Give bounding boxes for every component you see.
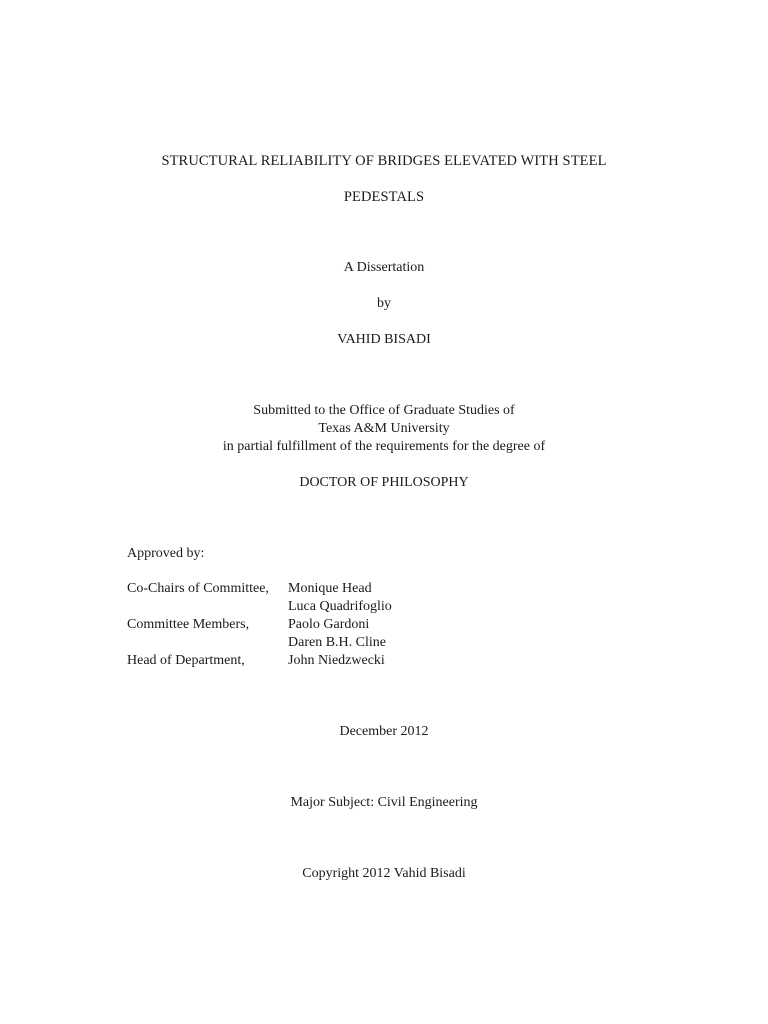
submission-line-3: in partial fulfillment of the requirements for the degree of <box>222 439 546 454</box>
approval-name-member-2: Daren B.H. Cline <box>288 635 386 650</box>
author-name: VAHID BISADI <box>337 332 431 347</box>
title-line-1: STRUCTURAL RELIABILITY OF BRIDGES ELEVATED WITH STEEL <box>161 153 607 169</box>
approval-role-co-chairs: Co-Chairs of Committee, <box>127 581 269 596</box>
degree-name: DOCTOR OF PHILOSOPHY <box>299 475 469 490</box>
major-subject: Major Subject: Civil Engineering <box>290 795 478 810</box>
title-line-2: PEDESTALS <box>343 189 425 205</box>
approval-name-co-chair-2: Luca Quadrifoglio <box>288 599 392 614</box>
approval-name-co-chair-1: Monique Head <box>288 581 372 596</box>
approval-name-head: John Niedzwecki <box>288 653 385 668</box>
approval-role-head: Head of Department, <box>127 653 245 668</box>
by-label: by <box>377 296 391 311</box>
submission-line-2: Texas A&M University <box>318 421 450 436</box>
approval-name-member-1: Paolo Gardoni <box>288 617 370 632</box>
document-type: A Dissertation <box>343 260 425 275</box>
submission-line-1: Submitted to the Office of Graduate Studies of <box>253 403 515 418</box>
approval-heading: Approved by: <box>127 546 205 561</box>
date: December 2012 <box>339 724 429 739</box>
copyright: Copyright 2012 Vahid Bisadi <box>302 866 466 881</box>
approval-role-members: Committee Members, <box>127 617 250 632</box>
